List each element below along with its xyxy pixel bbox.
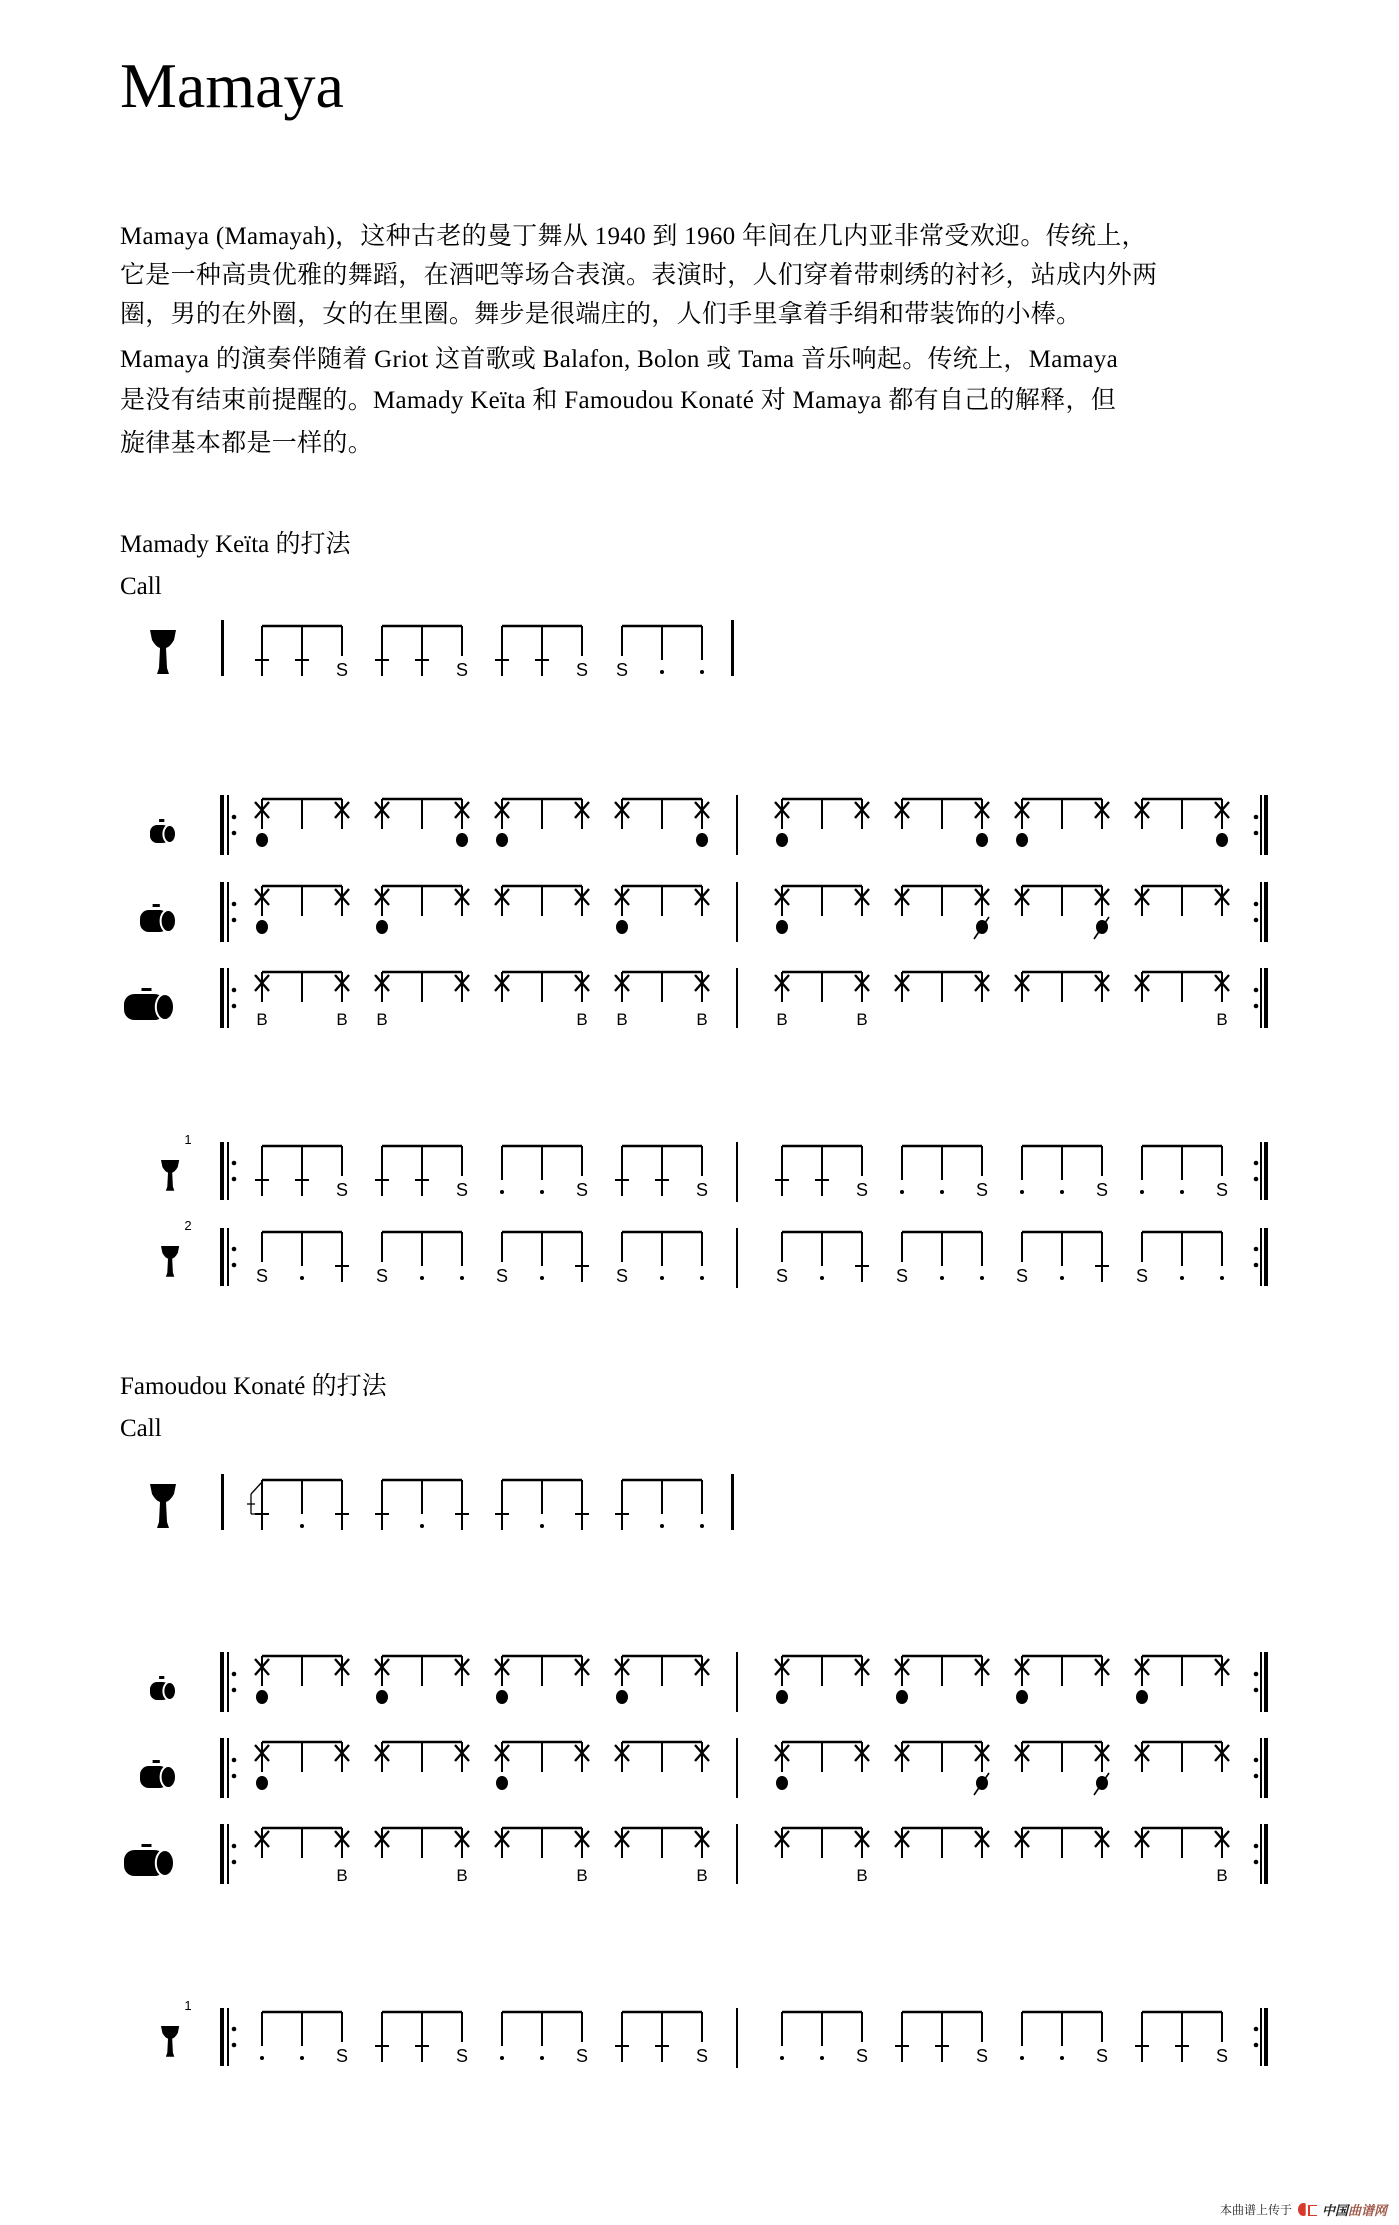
svg-text:B: B xyxy=(376,1010,388,1029)
dunun-row-dundunba xyxy=(124,968,1268,1029)
svg-text:S: S xyxy=(975,1180,989,1200)
page-title: Mamaya xyxy=(120,50,344,121)
svg-text:B: B xyxy=(336,1010,348,1029)
svg-text:S: S xyxy=(335,1180,349,1200)
section-heading-keita: Mamady Keïta 的打法 xyxy=(120,531,351,558)
call-row xyxy=(150,620,734,680)
svg-text:B: B xyxy=(256,1010,268,1029)
dunun-icon xyxy=(124,988,174,1020)
dunun-icon xyxy=(140,1760,176,1788)
svg-text:S: S xyxy=(1135,1266,1149,1286)
svg-text:S: S xyxy=(455,660,469,680)
djembe-row-1 xyxy=(161,1132,1268,1202)
svg-text:B: B xyxy=(336,1866,348,1885)
notation-section-0 xyxy=(124,620,1268,1288)
footer-watermark xyxy=(1220,2200,1387,2219)
logo-text-part1: 中国 xyxy=(1321,2203,1348,2218)
svg-text:S: S xyxy=(695,1180,709,1200)
svg-text:B: B xyxy=(856,1010,868,1029)
intro-line: Mamaya (Mamayah)，这种古老的曼丁舞从 1940 到 1960 年间在几内亚非常受欢迎。传统上， xyxy=(120,223,1147,250)
notation-section-1 xyxy=(124,1474,1268,2068)
svg-text:S: S xyxy=(455,1180,469,1200)
dunun-row-sangban xyxy=(140,1738,1268,1798)
svg-text:S: S xyxy=(895,1266,909,1286)
djembe-icon xyxy=(161,1246,179,1277)
svg-text:S: S xyxy=(255,1266,269,1286)
call-label: Call xyxy=(120,1415,162,1442)
section-heading-konate: Famoudou Konaté 的打法 xyxy=(120,1373,387,1400)
svg-text:S: S xyxy=(1095,1180,1109,1200)
intro-line: 圈，男的在外圈，女的在里圈。舞步是很端庄的，人们手里拿着手绢和带装饰的小棒。 xyxy=(120,301,1082,328)
dunun-row-sangban xyxy=(140,882,1268,942)
svg-text:S: S xyxy=(695,2046,709,2066)
svg-text:S: S xyxy=(1095,2046,1109,2066)
svg-text:B: B xyxy=(696,1866,708,1885)
svg-text:B: B xyxy=(1216,1866,1228,1885)
djembe-row-2 xyxy=(161,1218,1268,1288)
intro-line: Mamaya 的演奏伴随着 Griot 这首歌或 Balafon, Bolon 或 Tama 音乐响起。传统上，Mamaya xyxy=(120,346,1118,373)
djembe-icon xyxy=(161,2026,179,2057)
svg-text:S: S xyxy=(1015,1266,1029,1286)
svg-text:S: S xyxy=(855,1180,869,1200)
svg-text:S: S xyxy=(375,1266,389,1286)
svg-text:S: S xyxy=(495,1266,509,1286)
svg-text:2: 2 xyxy=(184,1218,192,1233)
intro-line: 是没有结束前提醒的。Mamady Keïta 和 Famoudou Konaté 对 Mamaya 都有自己的解释，但 xyxy=(120,387,1117,414)
dunun-icon xyxy=(124,1844,174,1876)
svg-text:S: S xyxy=(335,2046,349,2066)
svg-text:1: 1 xyxy=(184,1998,192,2013)
svg-text:S: S xyxy=(615,660,629,680)
svg-text:B: B xyxy=(696,1010,708,1029)
dunun-row-dundunba xyxy=(124,1824,1268,1885)
djembe-icon xyxy=(161,1160,179,1191)
djembe-icon xyxy=(150,1484,176,1528)
svg-text:S: S xyxy=(855,2046,869,2066)
dunun-row-kenkeni xyxy=(150,795,1268,855)
dunun-row-kenkeni xyxy=(150,1652,1268,1712)
svg-text:B: B xyxy=(776,1010,788,1029)
site-logo-icon xyxy=(1298,2203,1316,2216)
djembe-icon xyxy=(150,630,176,674)
svg-text:S: S xyxy=(1215,2046,1229,2066)
intro-line: 它是一种高贵优雅的舞蹈，在酒吧等场合表演。表演时，人们穿着带刺绣的衬衫，站成内外两 xyxy=(120,262,1158,289)
svg-text:B: B xyxy=(576,1866,588,1885)
svg-text:B: B xyxy=(856,1866,868,1885)
svg-text:S: S xyxy=(1215,1180,1229,1200)
svg-text:S: S xyxy=(775,1266,789,1286)
svg-text:S: S xyxy=(975,2046,989,2066)
svg-text:B: B xyxy=(576,1010,588,1029)
dunun-icon xyxy=(150,1676,176,1700)
svg-text:S: S xyxy=(575,660,589,680)
logo-text-part2: 曲谱网 xyxy=(1347,2203,1387,2218)
svg-text:B: B xyxy=(616,1010,628,1029)
svg-text:S: S xyxy=(575,2046,589,2066)
dunun-icon xyxy=(150,819,176,843)
svg-text:S: S xyxy=(575,1180,589,1200)
svg-text:B: B xyxy=(1216,1010,1228,1029)
footer-text: 本曲谱上传于 xyxy=(1219,2203,1292,2217)
svg-text:1: 1 xyxy=(184,1132,192,1147)
svg-text:B: B xyxy=(456,1866,468,1885)
intro-line: 旋律基本都是一样的。 xyxy=(120,430,374,457)
dunun-icon xyxy=(140,904,176,932)
svg-text:S: S xyxy=(335,660,349,680)
svg-text:S: S xyxy=(615,1266,629,1286)
svg-text:S: S xyxy=(455,2046,469,2066)
call-row xyxy=(150,1474,734,1530)
call-label: Call xyxy=(120,573,162,600)
djembe-row-1 xyxy=(161,1998,1268,2068)
